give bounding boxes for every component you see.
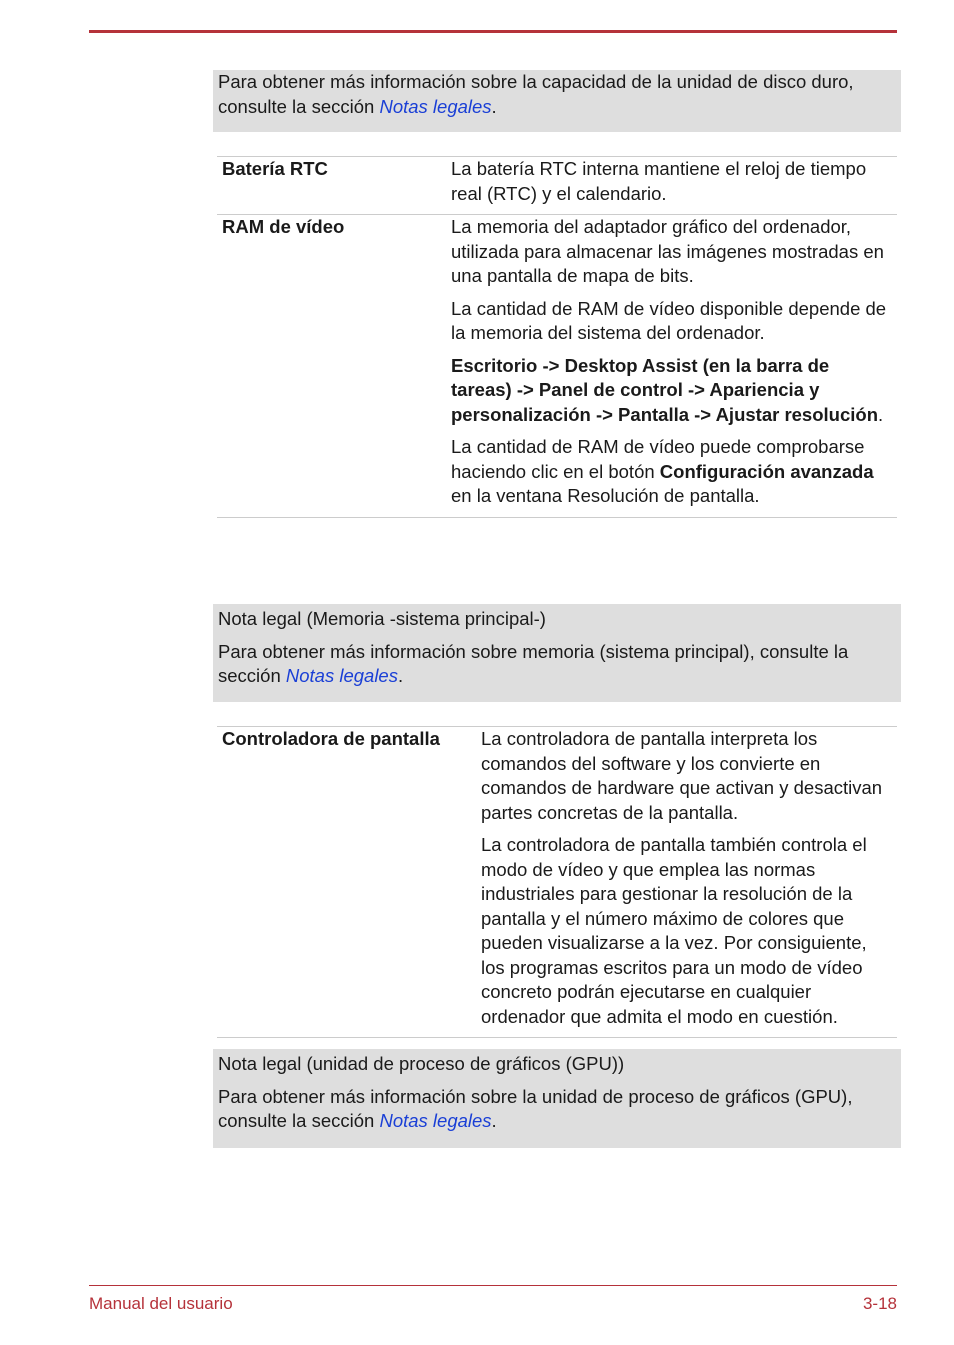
term-vram: RAM de vídeo [217,215,446,518]
notas-legales-link[interactable]: Notas legales [379,95,492,117]
note-text: Para obtener más información sobre la capacidad de la unidad de disco duro, consulte la sección Notas legales. [218,71,854,117]
table-row [217,157,897,215]
desc-vram [446,215,897,518]
table-row [217,727,897,1038]
term-rtc: Batería RTC [217,157,446,215]
controller-p1: La controladora de pantalla interpreta los comandos del software y los convierte en comandos de hardware que activan y desactivan partes concretas de la pantalla. [481,728,883,823]
note-text: Para obtener más información sobre la unidad de proceso de gráficos (GPU), consulte la sección Notas legales. [218,1085,853,1131]
table-row [217,215,897,518]
note-title: Nota legal (Memoria -sistema principal-) [218,608,546,629]
term-display-controller: Controladora de pantalla [217,727,476,1038]
page-number: 3-18 [862,1294,897,1313]
vram-p4: La cantidad de RAM de vídeo puede comprobarse haciendo clic en el botón Configuración avanzada en la ventana Resolución de pantalla. [451,436,874,506]
controller-p2: La controladora de pantalla también controla el modo de vídeo y que emplea las normas industriales para gestionar la resolución de la pantalla y el número máximo de colores que pueden visualizarse a la vez. Por consiguiente, los programas escritos para un modo de vídeo concreto podrán ejecutarse en cualquier ordenador que admita el modo en cuestión. [481,834,867,1027]
footer-rule [89,1285,897,1286]
desc-display-controller [476,727,897,1038]
footer-title: Manual del usuario [89,1294,233,1313]
vram-p2: La cantidad de RAM de vídeo disponible depende de la memoria del sistema del ordenador. [451,297,887,343]
note-title: Nota legal (unidad de proceso de gráficos (GPU)) [218,1053,625,1074]
notas-legales-link[interactable]: Notas legales [285,665,398,686]
desc-rtc: La batería RTC interna mantiene el reloj de tiempo real (RTC) y el calendario. [446,157,897,215]
note-disk-capacity [213,70,901,132]
vram-path: Escritorio -> Desktop Assist (en la barra de tareas) -> Panel de control -> Apariencia y personalización -> Pantalla -> Ajustar resolución. [451,354,884,425]
vram-p1: La memoria del adaptador gráfico del ordenador, utilizada para almacenar las imágenes mostradas en una pantalla de mapa de bits. [451,216,884,286]
notas-legales-link[interactable]: Notas legales [379,1110,492,1131]
note-memory [213,604,901,702]
header-rule [89,30,897,33]
spec-table-display-controller [217,726,897,1038]
note-gpu [213,1049,901,1148]
spec-table-rtc-vram [217,156,897,518]
note-text: Para obtener más información sobre memoria (sistema principal), consulte la sección Notas legales. [218,640,849,686]
